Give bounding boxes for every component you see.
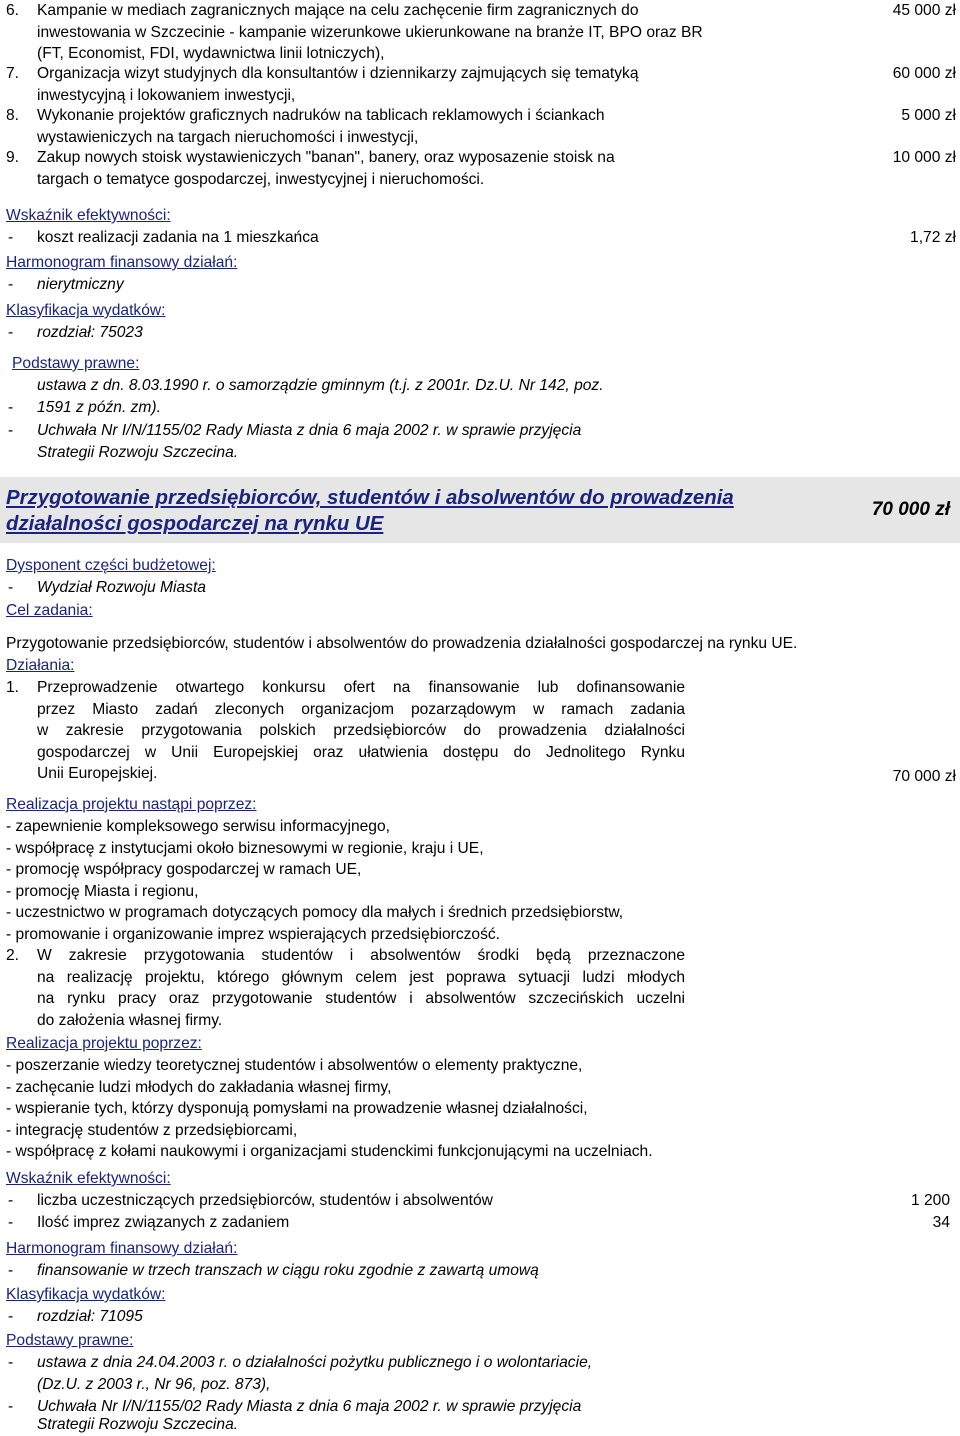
dash: - [8,1354,14,1371]
wskaznik-value: 1,72 zł [910,229,956,246]
item-text [37,147,777,190]
wskaznik-value: 1 200 [910,1192,950,1209]
item-text [37,105,777,148]
item-line: Zakup nowych stoisk wystawieniczych "banan", banery, oraz wyposazenie stoisk na [37,149,615,166]
item-line: inwestycyjną i lokowaniem inwestycji, [37,86,296,104]
action-number: 2. [6,947,20,964]
task-banner [0,477,960,543]
item-line: Wykonanie projektów graficznych nadruków na tablicach reklamowych i ściankach [37,107,605,124]
action-line: w zakresie przygotowania polskich przedsiębiorców do prowadzenia działalności [37,722,685,740]
item-amount: 45 000 zł [892,2,956,19]
dysponent-item: Wydział Rozwoju Miasta [37,579,206,596]
wskaznik-item: Ilość imprez związanych z zadaniem [37,1214,290,1231]
wskaznik-heading: Wskaźnik efektywności: [6,1170,171,1187]
action-line: do założenia własnej firmy. [37,1011,223,1029]
podstawy-line: Uchwała Nr I/N/1155/02 Rady Miasta z dnia 6 maja 2002 r. w sprawie przyjęcia [37,422,582,439]
dash: - [8,1308,14,1325]
item-text [37,63,777,106]
action-line: na realizację projektu, którego głównym celem jest poprawa sytuacji ludzi młodych [37,968,685,986]
list-item: - promocję współpracy gospodarczej w ramach UE, [6,861,362,879]
list-item: - współpracę z kołami naukowymi i organizacjami studenckimi funkcjonującymi na uczelniach. [6,1143,653,1161]
podstawy-line: (Dz.U. z 2003 r., Nr 96, poz. 873), [37,1376,271,1393]
item-line: wystawieniczych na targach nieruchomości i inwestycji, [37,128,419,146]
action-number: 1. [6,679,20,696]
dzialania-heading: Działania: [6,657,75,674]
action-line: przez Miasto zadań zleconych organizacjom pozarządowym w ramach zadania [37,700,685,718]
list-item: - poszerzanie wiedzy teoretycznej studentów i absolwentów o elementy praktyczne, [6,1057,583,1074]
list-item: - zapewnienie kompleksowego serwisu informacyjnego, [6,818,390,835]
action-line: Przeprowadzenie otwartego konkursu ofert na finansowanie lub dofinansowanie [37,679,685,696]
wskaznik-value: 34 [932,1214,950,1231]
klasyfikacja-heading: Klasyfikacja wydatków: [6,1286,166,1303]
harmonogram-item: finansowanie w trzech transzach w ciągu roku zgodnie z zawartą umową [37,1262,539,1279]
harmonogram-item: nierytmiczny [37,276,124,293]
podstawy-line: ustawa z dn. 8.03.1990 r. o samorządzie gminnym (t.j. z 2001r. Dz.U. Nr 142, poz. [37,377,604,394]
dash: - [8,1192,14,1209]
wskaznik-heading: Wskaźnik efektywności: [6,207,171,224]
dash: - [8,399,14,416]
action-text [37,677,685,785]
podstawy-heading: Podstawy prawne: [12,355,140,372]
podstawy-line: Strategii Rozwoju Szczecina. [37,444,239,461]
realizacja-heading: Realizacja projektu nastąpi poprzez: [6,796,257,813]
item-line: Organizacja wizyt studyjnych dla konsultantów i dziennikarzy zajmujących się tematyką [37,65,639,82]
dash: - [8,229,14,246]
dash: - [8,276,14,293]
realizacja-list [6,816,623,946]
dash: - [8,324,14,341]
action-amount: 70 000 zł [892,768,956,785]
item-number: 6. [6,2,20,19]
action-line: gospodarczej w Unii Europejskiej oraz ułatwienia dostępu do Jednolitego Rynku [37,743,685,761]
item-number: 8. [6,107,20,124]
list-item: - wspieranie tych, którzy dysponują pomysłami na prowadzenie własnej działalności, [6,1100,588,1118]
list-item: - współpracę z instytucjami około biznesowymi w regionie, kraju i UE, [6,839,484,857]
item-text [37,0,777,65]
list-item: - promowanie i organizowanie imprez wspierających przedsiębiorczość. [6,925,501,943]
dash: - [8,422,14,439]
klasyfikacja-item: rozdział: 75023 [37,324,143,341]
item-line: Kampanie w mediach zagranicznych mające na celu zachęcenie firm zagranicznych do [37,2,639,19]
item-amount: 10 000 zł [892,149,956,166]
klasyfikacja-item: rozdział: 71095 [37,1308,143,1325]
podstawy-line: Strategii Rozwoju Szczecina. [37,1416,239,1433]
item-number: 9. [6,149,20,166]
dash: - [8,579,14,596]
klasyfikacja-heading: Klasyfikacja wydatków: [6,302,166,319]
dysponent-heading: Dysponent części budżetowej: [6,557,216,574]
dash: - [8,1262,14,1279]
podstawy-heading: Podstawy prawne: [6,1332,134,1349]
item-line: (FT, Economist, FDI, wydawnictwa linii lotniczych), [37,45,385,63]
harmonogram-heading: Harmonogram finansowy działań: [6,1240,238,1257]
realizacja-list [6,1055,653,1163]
dash: - [8,1214,14,1231]
action-line: W zakresie przygotowania studentów i absolwentów środki będą przeznaczone [37,947,685,964]
item-amount: 5 000 zł [901,107,956,124]
item-number: 7. [6,65,20,82]
list-item: - integrację studentów z przedsiębiorcami, [6,1121,298,1139]
wskaznik-item: koszt realizacji zadania na 1 mieszkańca [37,229,319,246]
item-amount: 60 000 zł [892,65,956,82]
item-line: targach o tematyce gospodarczej, inwestycyjnej i nieruchomości. [37,170,485,188]
list-item: - uczestnictwo w programach dotyczących pomocy dla małych i średnich przedsiębiorstw, [6,904,624,922]
cel-heading: Cel zadania: [6,602,93,619]
task-amount: 70 000 zł [871,499,950,520]
podstawy-line: Uchwała Nr I/N/1155/02 Rady Miasta z dnia 6 maja 2002 r. w sprawie przyjęcia [37,1398,582,1415]
item-line: inwestowania w Szczecinie - kampanie wizerunkowe ukierunkowane na branże IT, BPO oraz BR [37,23,703,41]
list-item: - promocję Miasta i regionu, [6,882,199,900]
list-item: - zachęcanie ludzi młodych do zakładania własnej firmy, [6,1078,392,1096]
realizacja-heading: Realizacja projektu poprzez: [6,1035,202,1052]
task-title-line: działalności gospodarczej na rynku UE [6,513,384,535]
dash: - [8,1398,14,1415]
wskaznik-item: liczba uczestniczących przedsiębiorców, studentów i absolwentów [37,1192,493,1209]
cel-text: Przygotowanie przedsiębiorców, studentów i absolwentów do prowadzenia działalności gospodarczej na rynku UE. [6,635,798,652]
harmonogram-heading: Harmonogram finansowy działań: [6,254,238,271]
action-text [37,945,685,1031]
action-line: Unii Europejskiej. [37,765,158,783]
podstawy-line: 1591 z późn. zm). [37,399,161,416]
podstawy-line: ustawa z dnia 24.04.2003 r. o działalności pożytku publicznego i o wolontariacie, [37,1354,593,1371]
action-line: na rynku pracy oraz przygotowanie studentów i absolwentów szczecińskich uczelni [37,990,685,1008]
task-title-line: Przygotowanie przedsiębiorców, studentów i absolwentów do prowadzenia [6,487,734,509]
